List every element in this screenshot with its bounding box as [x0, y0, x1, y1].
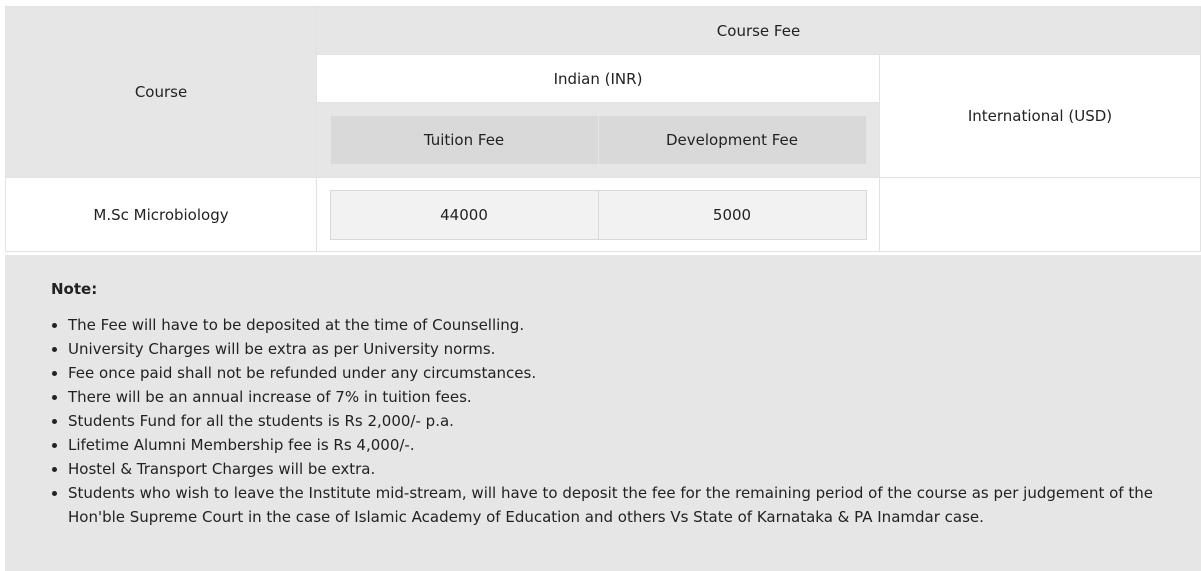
development-fee-value-cell: [598, 190, 866, 239]
tuition-fee-value: 44000: [440, 205, 488, 224]
international-usd-header: [880, 55, 1201, 178]
development-fee-value: 5000: [712, 205, 752, 224]
international-fee-value-cell: [880, 178, 1201, 252]
course-fee-table: [5, 6, 1201, 252]
tuition-fee-header: [330, 116, 598, 165]
indian-inr-header-label: Indian (INR): [553, 69, 643, 88]
inr-values-cell: [317, 178, 880, 252]
course-header-label: Course: [134, 83, 188, 101]
tuition-fee-header-label: Tuition Fee: [423, 131, 505, 149]
list-item: • University Charges will be extra as per University norms.: [68, 337, 1157, 361]
list-item: • Fee once paid shall not be refunded under any circumstances.: [68, 361, 1157, 385]
list-item: • There will be an annual increase of 7% in tuition fees.: [68, 385, 1157, 409]
course-header: [6, 7, 317, 178]
development-fee-header-label: Development Fee: [665, 131, 798, 149]
inr-values-table: [330, 190, 867, 240]
indian-inr-header: [317, 55, 880, 103]
list-item: • Students who wish to leave the Institute mid-stream, will have to deposit the fee for the remaining period of the course as per judgement of the Hon'ble Supreme Court in the case of Islamic Academy of Education and others Vs State of Karnataka & PA Inamdar case.: [68, 481, 1157, 529]
inr-subheader-table: [330, 115, 867, 165]
international-usd-header-label: International (USD): [967, 107, 1113, 125]
list-item: • Students Fund for all the students is Rs 2,000/- p.a.: [68, 409, 1157, 433]
tuition-fee-value-cell: [330, 190, 598, 239]
inr-subheader-cell: [317, 103, 880, 178]
note-section: [5, 255, 1201, 571]
note-list: [51, 313, 1157, 529]
list-item: • The Fee will have to be deposited at the time of Counselling.: [68, 313, 1157, 337]
course-name: M.Sc Microbiology: [93, 205, 229, 224]
note-title: Note:: [51, 280, 98, 298]
course-fee-header-label: Course Fee: [716, 21, 801, 40]
table-row: [6, 178, 1201, 252]
course-name-cell: [6, 178, 317, 252]
development-fee-header: [598, 116, 866, 165]
list-item: • Lifetime Alumni Membership fee is Rs 4,000/-.: [68, 433, 1157, 457]
list-item: • Hostel & Transport Charges will be extra.: [68, 457, 1157, 481]
course-fee-header: [317, 7, 1201, 55]
